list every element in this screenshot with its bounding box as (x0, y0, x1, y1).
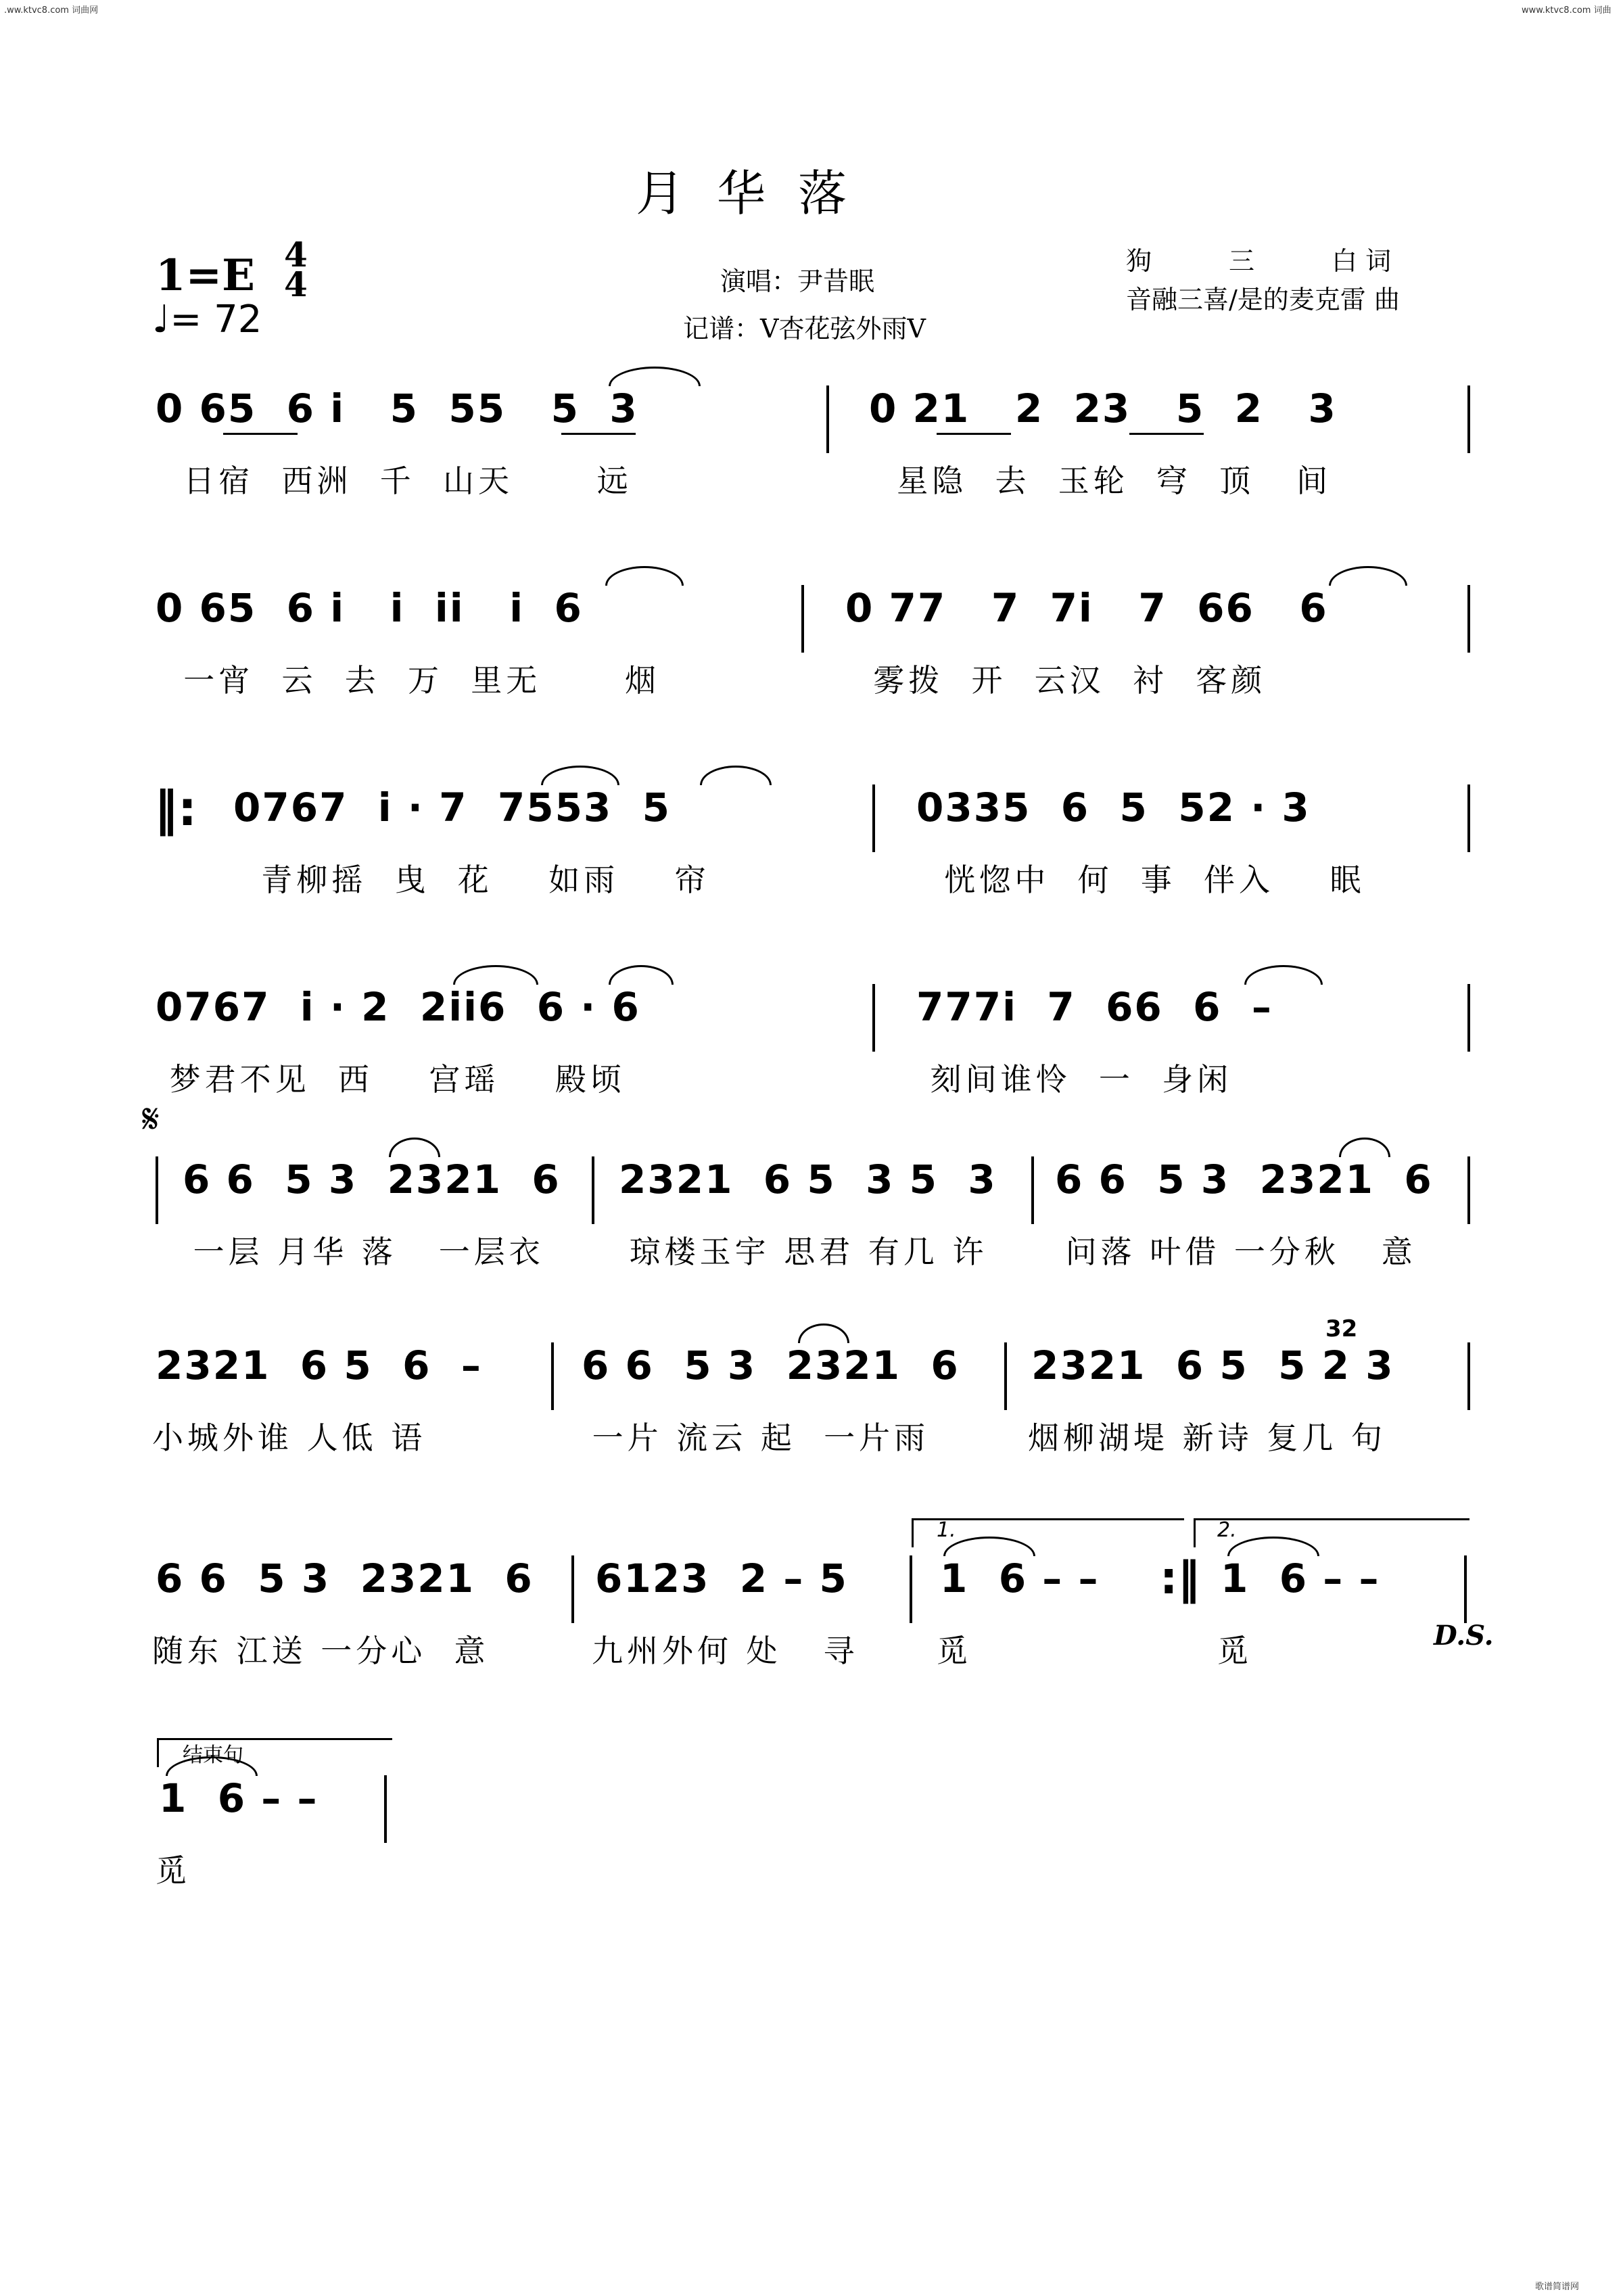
score-row-4 (0, 984, 1623, 1153)
row8-lyrics: 觅 (156, 1852, 191, 1889)
barline (592, 1156, 594, 1224)
barline (156, 1156, 158, 1224)
song-title: 月华落 (636, 165, 880, 222)
score-row-5 (0, 1156, 1623, 1326)
row5-notes-b: 2321 6 5 3 5 3 (619, 1156, 997, 1202)
time-signature (284, 235, 308, 304)
repeat-end-sign: :‖ (1160, 1552, 1200, 1604)
underline (1129, 433, 1204, 435)
row2-lyrics-a: 一宵 云 去 万 里无 烟 (156, 662, 660, 699)
score-row-2 (0, 585, 1623, 754)
barline (571, 1555, 574, 1623)
slur (609, 965, 674, 985)
row8-notes: 1 6 – – (159, 1775, 319, 1821)
row6-notes-b: 6 6 5 3 2321 6 (582, 1342, 960, 1388)
barline (551, 1342, 554, 1410)
slur (609, 367, 701, 386)
barline (1467, 784, 1470, 852)
score-row-3 (0, 781, 1623, 954)
composer-credit: 音融三喜/是的麦克雷 曲 (1126, 285, 1400, 314)
barline (826, 385, 829, 453)
barline (1467, 585, 1470, 653)
row6-notes-c: 2321 6 5 5 2 3 (1031, 1342, 1394, 1388)
row7-notes-b: 6123 2 – 5 (595, 1555, 848, 1601)
row5-notes-a: 6 6 5 3 2321 6 (183, 1156, 561, 1202)
slur (541, 766, 619, 785)
grace-note: 32 (1325, 1315, 1358, 1342)
barline (872, 784, 875, 852)
row2-notes-b: 0 77 7 7i 7 66 6 (845, 585, 1328, 631)
row1-notes-b: 0 21 2 23 5 2 3 (869, 385, 1337, 431)
barline (1467, 1156, 1470, 1224)
barline (1467, 984, 1470, 1052)
row3-notes-a: 0767 i · 7 7553 5 (233, 784, 672, 830)
row5-lyrics-b: 琼楼玉宇 思君 有几 许 (615, 1234, 988, 1270)
header-left-url: .ww.ktvc8.com 词曲网 (4, 5, 99, 16)
row7-notes-a: 6 6 5 3 2321 6 (156, 1555, 534, 1601)
first-ending-label: 1. (937, 1518, 956, 1542)
underline (937, 433, 1011, 435)
repeat-start-sign: ‖: (154, 781, 197, 837)
row4-lyrics-b: 刻间谁怜 一 身闲 (916, 1061, 1233, 1098)
barline (1467, 385, 1470, 453)
row6-lyrics-c: 烟柳湖堤 新诗 复几 句 (1028, 1420, 1386, 1456)
barline (1004, 1342, 1007, 1410)
key-signature: 1=E (156, 250, 255, 301)
slur (453, 965, 538, 985)
row1-lyrics-a: 日宿 西洲 千 山天 远 (156, 463, 632, 499)
footer-watermark: 歌谱简谱网 (1535, 2282, 1580, 2292)
slur (1244, 965, 1323, 985)
row5-lyrics-c: 问落 叶借 一分秋 意 (1052, 1234, 1417, 1270)
row5-notes-c: 6 6 5 3 2321 6 (1055, 1156, 1433, 1202)
score-row-1 (0, 385, 1623, 555)
header-right-url: www.ktvc8.com 词曲 (1522, 5, 1612, 16)
row4-lyrics-a: 梦君不见 西 宫瑶 殿顷 (156, 1061, 626, 1098)
row4-notes-b: 777i 7 66 6 – (916, 984, 1273, 1030)
time-top: 4 (284, 235, 308, 275)
barline (872, 984, 875, 1052)
slur (605, 566, 684, 586)
row5-lyrics-a: 一层 月华 落 一层衣 (179, 1234, 544, 1270)
row7-lyrics-d: 觅 (1217, 1633, 1252, 1669)
slur (1329, 566, 1407, 586)
row6-notes-a: 2321 6 5 6 – (156, 1342, 482, 1388)
singer-credit: 演唱：尹昔眠 (720, 266, 875, 296)
underline (561, 433, 636, 435)
row1-lyrics-b: 星隐 去 玉轮 穹 顶 间 (869, 463, 1332, 499)
row2-notes-a: 0 65 6 i i ii i 6 (156, 585, 583, 631)
score-row-6 (0, 1315, 1623, 1512)
barline (1467, 1342, 1470, 1410)
transcriber-credit: 记谱：V杏花弦外雨V (683, 314, 926, 344)
underline (223, 433, 298, 435)
segno-sign: 𝄋 (142, 1096, 160, 1143)
slur (798, 1323, 849, 1343)
score-row-8 (0, 1743, 1623, 1944)
row7-notes-d: 1 6 – – (1221, 1555, 1380, 1601)
row1-notes-a: 0 65 6 i 5 55 5 3 (156, 385, 638, 431)
barline (1031, 1156, 1034, 1224)
final-barline (1464, 1555, 1471, 1623)
row7-lyrics-b: 九州外何 处 寻 (592, 1633, 859, 1669)
coda-label: 结束句 (183, 1743, 243, 1767)
row2-lyrics-b: 雾拨 开 云汉 衬 客颜 (845, 662, 1267, 699)
row3-lyrics-b: 恍惚中 何 事 伴入 眠 (916, 862, 1365, 898)
row7-lyrics-a: 随东 江送 一分心 意 (152, 1633, 490, 1669)
time-bottom: 4 (284, 264, 308, 304)
row6-lyrics-b: 一片 流云 起 一片雨 (578, 1420, 930, 1456)
barline (801, 585, 804, 653)
row6-lyrics-a: 小城外谁 人低 语 (152, 1420, 427, 1456)
dal-segno-marking: D.S. (1434, 1620, 1494, 1651)
score-row-7 (0, 1518, 1623, 1725)
tempo-marking: ♩= 72 (152, 298, 262, 342)
row7-notes-c: 1 6 – – (940, 1555, 1100, 1601)
row7-lyrics-c: 觅 (937, 1633, 972, 1669)
row3-lyrics-a: 青柳摇 曳 花 如雨 帘 (233, 862, 710, 898)
row4-notes-a: 0767 i · 2 2ii6 6 · 6 (156, 984, 640, 1030)
row3-notes-b: 0335 6 5 52 · 3 (916, 784, 1311, 830)
lyricist-credit: 狗 三 白 词 (1126, 246, 1392, 276)
slur (700, 766, 772, 785)
second-ending-label: 2. (1217, 1518, 1237, 1542)
barline (910, 1555, 912, 1623)
final-barline (384, 1775, 391, 1843)
